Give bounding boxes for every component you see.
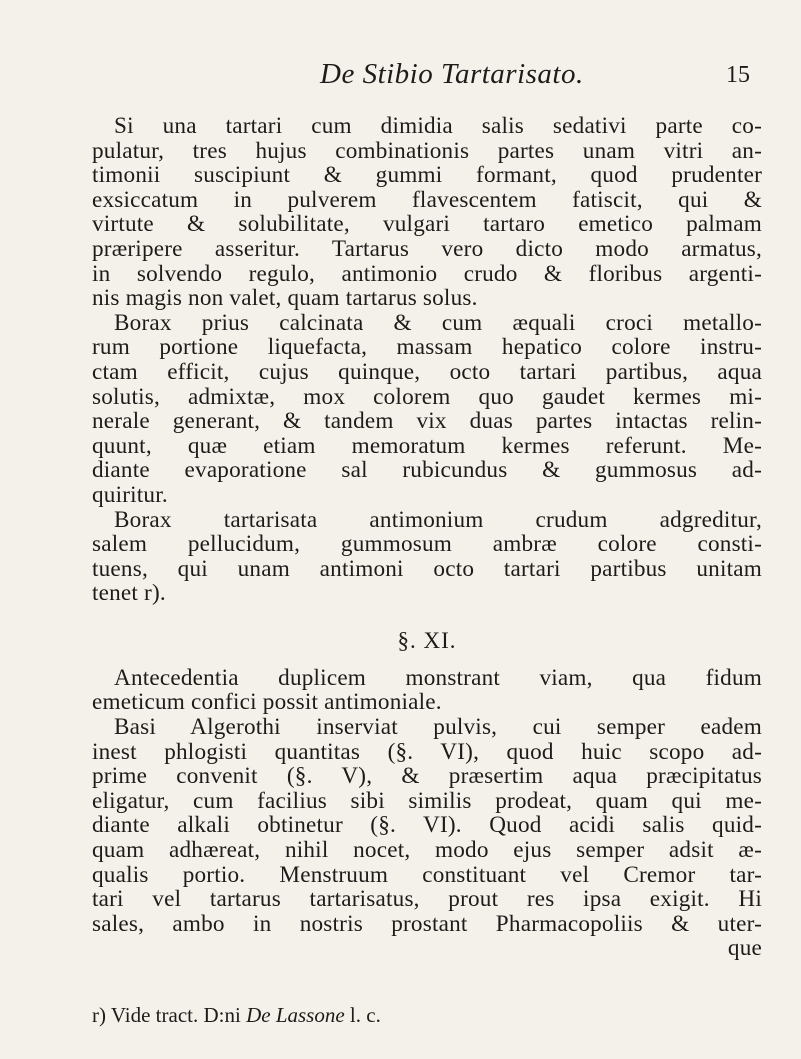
text-line: qualis portio. Menstruum constituant vel Cremor tar- xyxy=(92,861,762,888)
footnote-marker: r) xyxy=(92,1003,106,1027)
body-text xyxy=(92,114,762,961)
footnote-text: Vide tract. D:ni xyxy=(110,1003,241,1027)
text-line: salem pellucidum, gummosum ambræ colore consti- xyxy=(92,531,762,558)
text-line: pulatur, tres hujus combinationis partes unam vitri an- xyxy=(92,137,762,164)
text-line: rum portione liquefacta, massam hepatico colore instru- xyxy=(92,334,762,361)
text-line: Basi Algerothi inserviat pulvis, cui semper eadem xyxy=(114,714,762,741)
footnote xyxy=(92,1003,381,1028)
text-line: nerale generant, & tandem vix duas partes intactas relin- xyxy=(92,408,762,435)
text-line: solutis, admixtæ, mox colorem quo gaudet kermes mi- xyxy=(92,383,762,410)
text-line: in solvendo regulo, antimonio crudo & floribus argenti- xyxy=(92,260,762,287)
text-line: tenet r). xyxy=(92,580,166,607)
text-line: quam adhæreat, nihil nocet, modo ejus semper adsit æ- xyxy=(92,837,762,864)
text-line: tari vel tartarus tartarisatus, prout res ipsa exigit. Hi xyxy=(92,886,762,913)
text-line: præripere asseritur. Tartarus vero dicto modo armatus, xyxy=(92,235,762,262)
text-line: sales, ambo in nostris prostant Pharmacopoliis & uter- xyxy=(92,910,762,937)
text-line: prime convenit (§. V), & præsertim aqua præcipitatus xyxy=(92,763,762,790)
text-line: nis magis non valet, quam tartarus solus. xyxy=(92,285,478,312)
text-line: virtute & solubilitate, vulgari tartaro emetico palmam xyxy=(92,211,762,238)
text-line: Borax tartarisata antimonium crudum adgreditur, xyxy=(114,506,762,533)
footnote-reference: l. c. xyxy=(349,1003,381,1027)
paragraph-3 xyxy=(92,508,762,606)
text-line: emeticum confici possit antimoniale. xyxy=(92,689,442,716)
footnote-author: De Lassone xyxy=(246,1003,345,1027)
text-line: inest phlogisti quantitas (§. VI), quod huic scopo ad- xyxy=(92,738,762,765)
paragraph-2 xyxy=(92,311,762,508)
running-title: De Stibio Tartarisato. xyxy=(320,58,584,90)
section-heading: §. XI. xyxy=(397,627,457,653)
paragraph-4 xyxy=(92,666,762,715)
paragraph-5 xyxy=(92,715,762,961)
page-number: 15 xyxy=(726,62,750,88)
catchword: que xyxy=(727,935,762,962)
text-line: diante evaporatione sal rubicundus & gummosus ad- xyxy=(92,457,762,484)
text-line: exsiccatum in pulverem flavescentem fatiscit, qui & xyxy=(92,186,762,213)
text-line: Borax prius calcinata & cum æquali croci metallo- xyxy=(114,309,762,336)
text-line: diante alkali obtinetur (§. VI). Quod acidi salis quid- xyxy=(92,812,762,839)
text-line: quunt, quæ etiam memoratum kermes referunt. Me- xyxy=(92,432,762,459)
text-line: Antecedentia duplicem monstrant viam, qua fidum xyxy=(114,664,762,691)
text-line: Si una tartari cum dimidia salis sedativi parte co- xyxy=(114,113,762,139)
text-line: eligatur, cum facilius sibi similis prodeat, quam qui me- xyxy=(92,787,762,814)
text-line: tuens, qui unam antimoni octo tartari partibus unitam xyxy=(92,555,762,582)
text-line: timonii suscipiunt & gummi formant, quod prudenter xyxy=(92,162,762,189)
paragraph-1 xyxy=(92,114,762,311)
running-head xyxy=(0,58,801,98)
text-line: ctam efficit, cujus quinque, octo tartari partibus, aqua xyxy=(92,358,762,385)
text-line: quiritur. xyxy=(92,481,168,508)
